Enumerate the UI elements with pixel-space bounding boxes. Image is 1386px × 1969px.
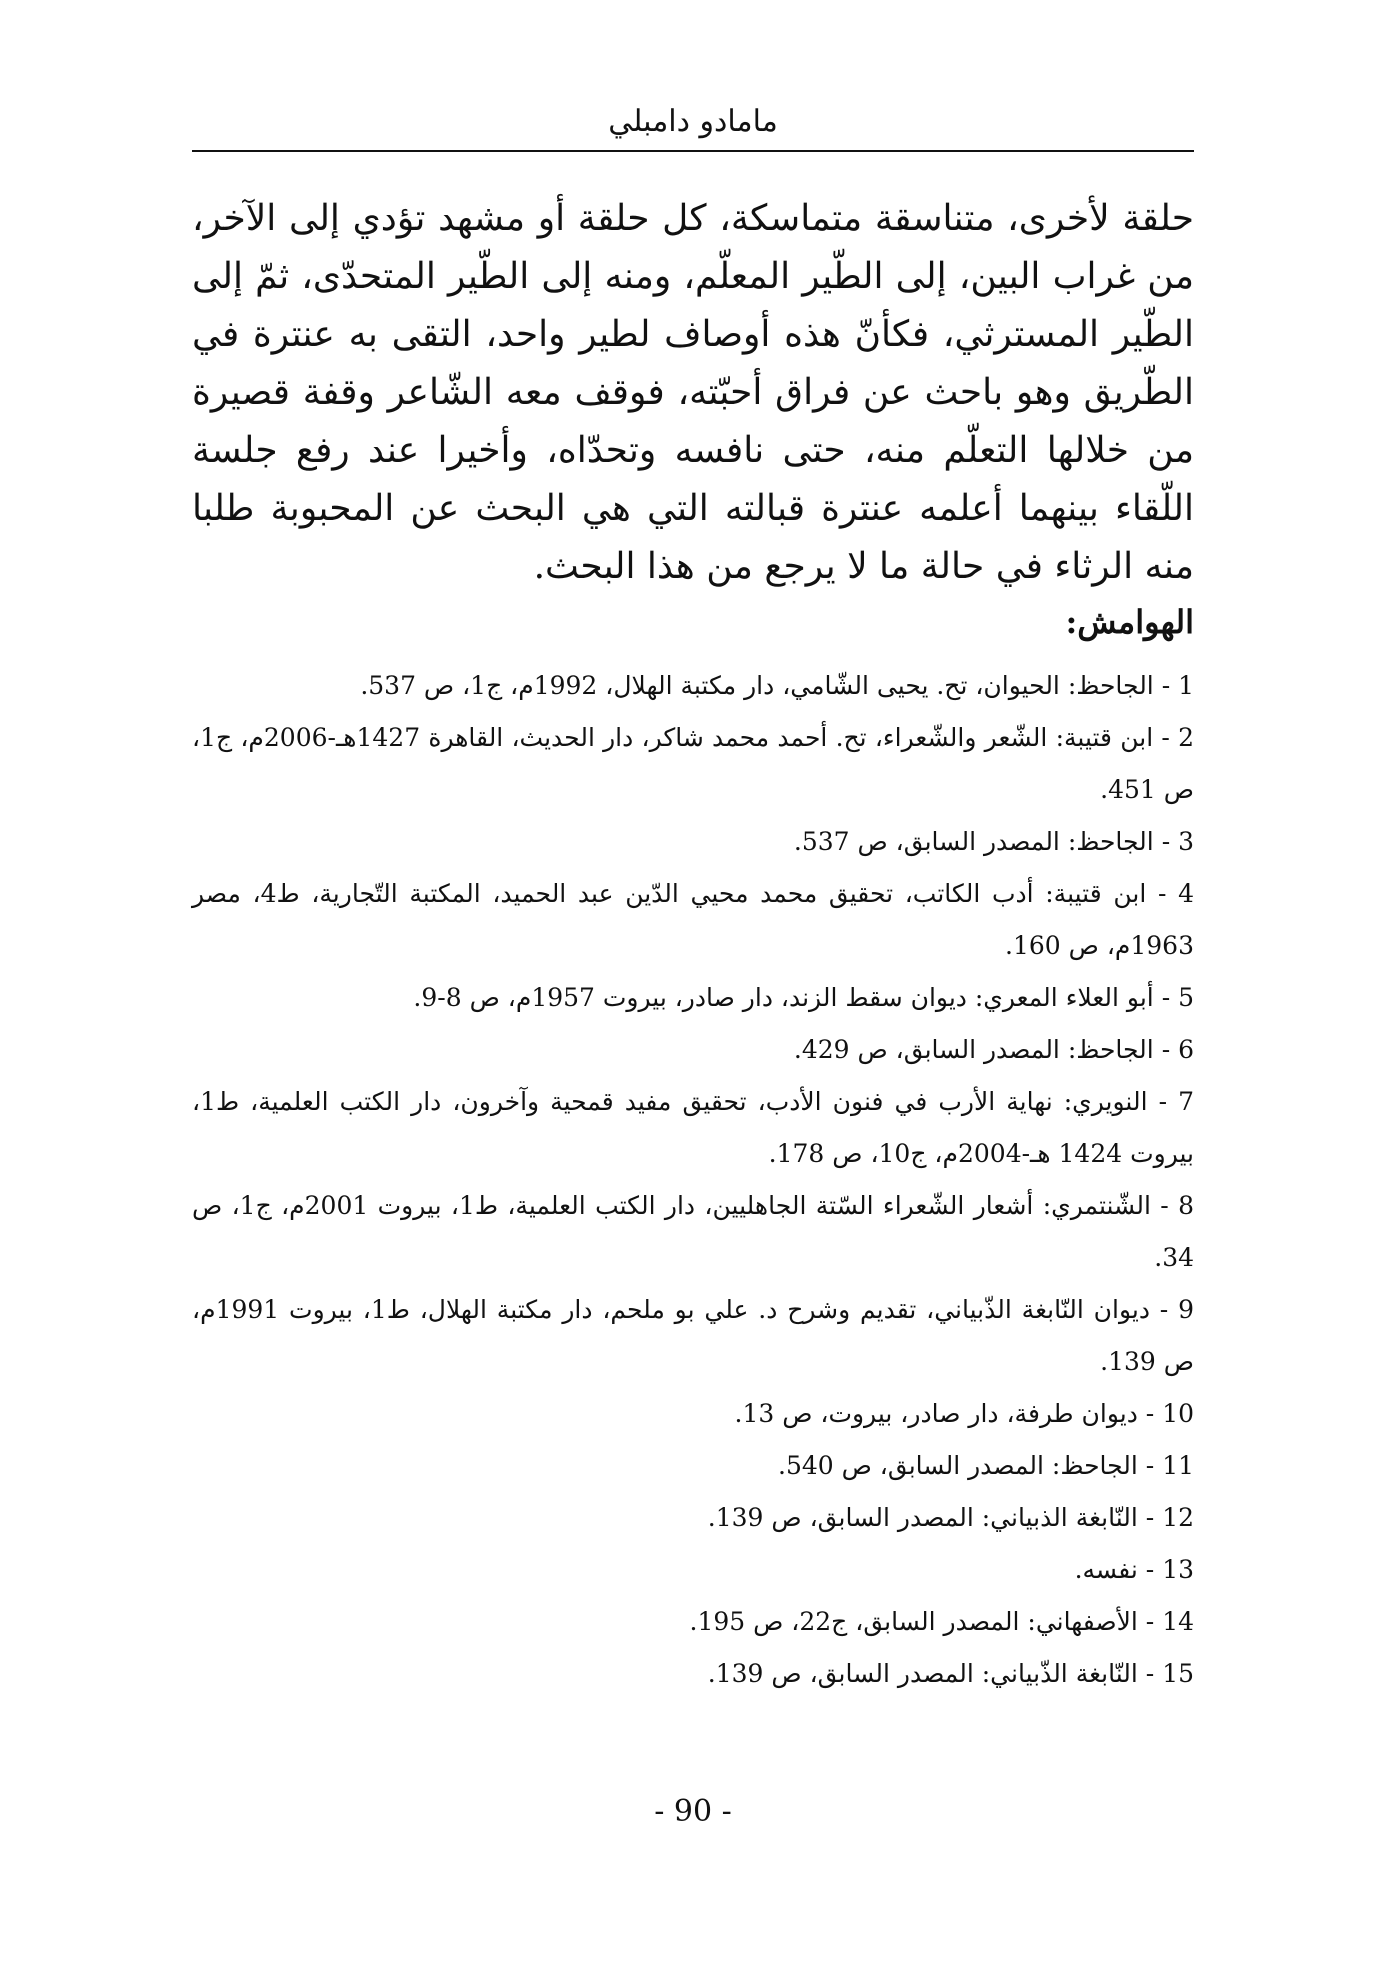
footnote-7: 7 - النويري: نهاية الأرب في فنون الأدب، تحقيق مفيد قمحية وآخرون، دار الكتب العلمية، ط1، بيروت 1424 هـ-2004م، ج10، ص 178. xyxy=(192,1087,1194,1168)
footnote-13: 13 - نفسه. xyxy=(1074,1555,1194,1584)
body-paragraph: حلقة لأخرى، متناسقة متماسكة، كل حلقة أو مشهد تؤدي إلى الآخر، من غراب البين، إلى الطّير المعلّم، ومنه إلى الطّير المتحدّى، ثمّ إلى الطّير المسترثي، فكأنّ هذه أوصاف لطير واحد، التقى به عنترة في الطّريق وهو باحث عن فراق أحبّته، فوقف معه الشّاعر وقفة قصيرة من خلالها التعلّم منه، حتى نافسه وتحدّاه، وأخيرا عند رفع جلسة اللّقاء بينهما أعلمه عنترة قبالته التي هي البحث عن المحبوبة طلبا منه الرثاء في حالة ما لا يرجع من هذا البحث. xyxy=(192,198,1194,587)
header-rule xyxy=(192,150,1194,152)
footnote-15: 15 - النّابغة الذّبياني: المصدر السابق، ص 139. xyxy=(707,1659,1194,1688)
running-header: مامادو دامبلي xyxy=(608,104,778,139)
page-number: - 90 - xyxy=(654,1794,732,1829)
footnote-3: 3 - الجاحظ: المصدر السابق، ص 537. xyxy=(793,827,1194,856)
footnote-4: 4 - ابن قتيبة: أدب الكاتب، تحقيق محمد محيي الدّين عبد الحميد، المكتبة التّجارية، ط4، مصر 1963م، ص 160. xyxy=(192,879,1194,960)
footnote-1: 1 - الجاحظ: الحيوان، تح. يحيى الشّامي، دار مكتبة الهلال، 1992م، ج1، ص 537. xyxy=(360,671,1194,700)
footnote-5: 5 - أبو العلاء المعري: ديوان سقط الزند، دار صادر، بيروت 1957م، ص 8-9. xyxy=(413,983,1194,1012)
footnote-2: 2 - ابن قتيبة: الشّعر والشّعراء، تح. أحمد محمد شاكر، دار الحديث، القاهرة 1427هـ-2006م، ج1، ص 451. xyxy=(192,723,1194,804)
footnote-14: 14 - الأصفهاني: المصدر السابق، ج22، ص 195. xyxy=(689,1607,1194,1636)
footnote-6: 6 - الجاحظ: المصدر السابق، ص 429. xyxy=(793,1035,1194,1064)
footnote-9: 9 - ديوان النّابغة الذّبياني، تقديم وشرح د. علي بو ملحم، دار مكتبة الهلال، ط1، بيروت 1991م، ص 139. xyxy=(192,1295,1195,1376)
footnotes-list xyxy=(192,660,1194,1700)
footnote-8: 8 - الشّنتمري: أشعار الشّعراء السّتة الجاهليين، دار الكتب العلمية، ط1، بيروت 2001م، ج1، ص 34. xyxy=(192,1191,1194,1272)
footnotes-title: الهوامش: xyxy=(1065,603,1194,641)
footnote-12: 12 - النّابغة الذبياني: المصدر السابق، ص 139. xyxy=(707,1503,1194,1532)
footnote-10: 10 - ديوان طرفة، دار صادر، بيروت، ص 13. xyxy=(734,1399,1194,1428)
footnote-11: 11 - الجاحظ: المصدر السابق، ص 540. xyxy=(777,1451,1194,1480)
